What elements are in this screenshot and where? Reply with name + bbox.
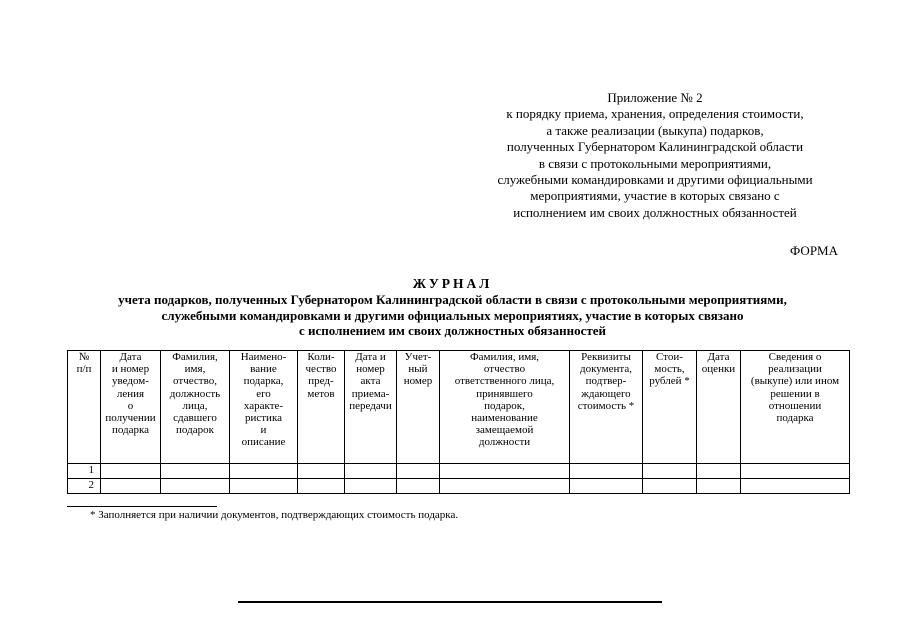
footnote-divider <box>67 506 217 507</box>
table-cell <box>570 479 643 494</box>
table-cell <box>741 464 850 479</box>
table-row <box>68 479 850 494</box>
table-cell <box>741 479 850 494</box>
table-cell <box>298 479 345 494</box>
journal-subtitle <box>0 292 905 339</box>
column-header-number: № п/п <box>68 351 101 464</box>
table-cell <box>397 464 440 479</box>
table-cell <box>397 479 440 494</box>
column-header-act-date: Дата и номер акта приема- передачи <box>345 351 397 464</box>
table-cell: 1 <box>68 464 101 479</box>
journal-table <box>67 350 850 494</box>
column-header-document-details: Реквизиты документа, подтвер- ждающего стоимость * <box>570 351 643 464</box>
table-cell <box>161 464 230 479</box>
table-cell <box>345 479 397 494</box>
subtitle-line: служебными командировками и другими официальных мероприятиях, участие в которых связано <box>161 307 744 323</box>
table-cell <box>440 464 570 479</box>
appendix-line: полученных Губернатором Калининградской области <box>506 139 804 155</box>
table-cell <box>298 464 345 479</box>
table-header-row <box>68 351 850 464</box>
table-cell <box>101 464 161 479</box>
appendix-line: в связи с протокольными мероприятиями, <box>538 155 772 171</box>
journal-title: ЖУРНАЛ <box>412 276 493 291</box>
table-cell <box>570 464 643 479</box>
column-header-cost: Стои- мость, рублей * <box>643 351 697 464</box>
form-label: ФОРМА <box>790 243 838 258</box>
column-header-valuation-date: Дата оценки <box>697 351 741 464</box>
table-cell <box>161 479 230 494</box>
table-cell <box>440 479 570 494</box>
appendix-line: к порядку приема, хранения, определения стоимости, <box>506 106 804 122</box>
table-cell <box>697 464 741 479</box>
subtitle-line: с исполнением им своих должностных обязанностей <box>298 323 607 338</box>
table-cell <box>345 464 397 479</box>
table-cell <box>697 479 741 494</box>
appendix-header <box>440 90 870 221</box>
table-cell <box>643 464 697 479</box>
bottom-divider <box>238 601 662 603</box>
table-cell: 2 <box>68 479 101 494</box>
column-header-account-number: Учет- ный номер <box>397 351 440 464</box>
table-cell <box>230 464 298 479</box>
column-header-quantity: Коли- чество пред- метов <box>298 351 345 464</box>
appendix-line: мероприятиями, участие в которых связано с <box>530 188 780 204</box>
appendix-line: исполнением им своих должностных обязанностей <box>513 204 797 220</box>
column-header-notice-date: Дата и номер уведом- ления о получении подарка <box>101 351 161 464</box>
column-header-gift-name: Наимено- вание подарка, его характе- ристика и описание <box>230 351 298 464</box>
appendix-line: служебными командировками и другими официальными <box>497 172 813 188</box>
column-header-receiver: Фамилия, имя, отчество ответственного лица, принявшего подарок, наименование замещаемой должности <box>440 351 570 464</box>
appendix-line: а также реализации (выкупа) подарков, <box>546 122 764 138</box>
table-cell <box>230 479 298 494</box>
column-header-realization-info: Сведения о реализации (выкупе) или ином решении в отношении подарка <box>741 351 850 464</box>
appendix-line: Приложение № 2 <box>607 90 703 105</box>
table-cell <box>643 479 697 494</box>
footnote: * Заполняется при наличии документов, подтверждающих стоимость подарка. <box>90 509 459 521</box>
column-header-submitter: Фамилия, имя, отчество, должность лица, сдавшего подарок <box>161 351 230 464</box>
subtitle-line: учета подарков, полученных Губернатором Калининградской области в связи с протокольными мероприятиями, <box>118 292 787 307</box>
table-cell <box>101 479 161 494</box>
table-row <box>68 464 850 479</box>
